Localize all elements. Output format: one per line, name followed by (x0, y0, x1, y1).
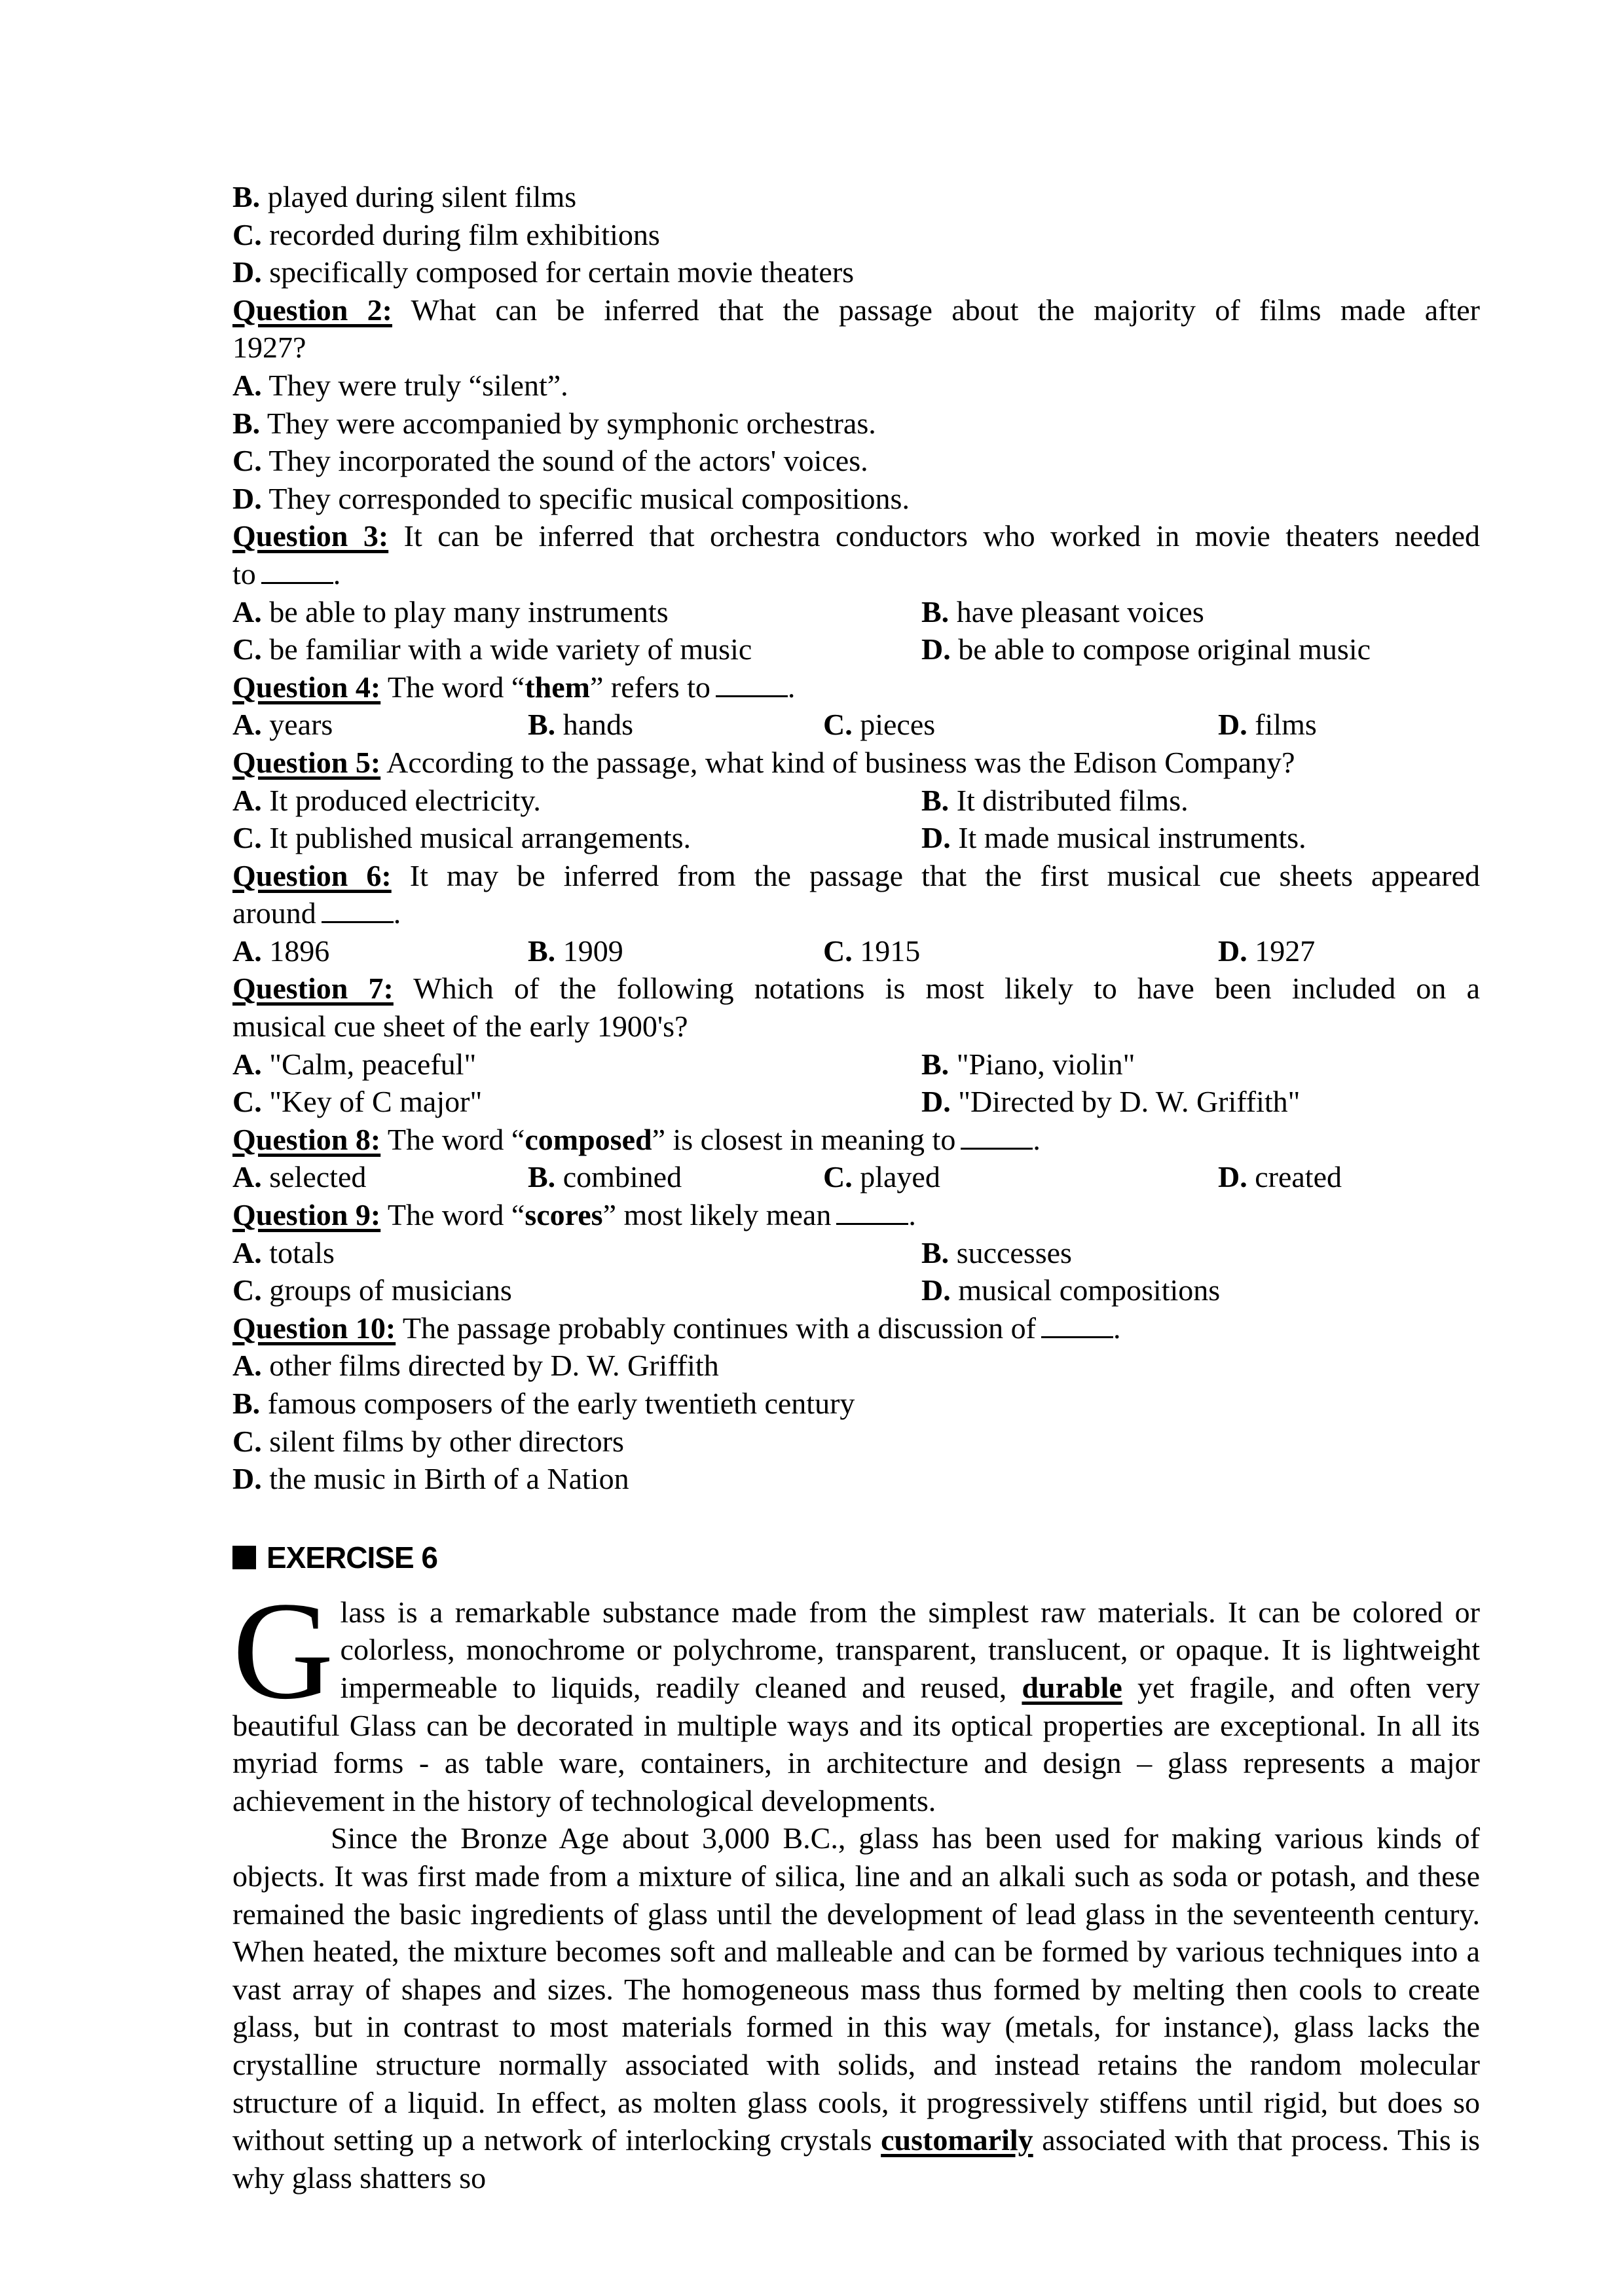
reading-passage (232, 1573, 1481, 2197)
question-label: Question 5: (232, 745, 381, 779)
question-10-stem: Question 10: The passage probably continues with a discussion of . (232, 1311, 1121, 1345)
q8-option-c: C. played (823, 1160, 940, 1194)
question-label: Question 4: (232, 670, 381, 704)
q2-option-a: A. They were truly “silent”. (232, 368, 568, 402)
q8-options-row (232, 1158, 1480, 1196)
answer-blank (261, 558, 333, 584)
q9-options-row-2 (232, 1271, 1480, 1309)
q10-option-b: B. famous composers of the early twentieth century (232, 1387, 855, 1420)
q9-option-d: D. musical compositions (921, 1273, 1221, 1307)
question-6-stem-cont: around . (232, 896, 401, 930)
question-label: Question 2: (232, 293, 392, 327)
q3-options-row-1 (232, 593, 1480, 631)
q3-option-c: C. be familiar with a wide variety of music (232, 632, 752, 666)
q1-option-b: B. played during silent films (232, 180, 577, 213)
q4-option-a: A. years (232, 708, 333, 742)
question-2-stem-cont: 1927? (232, 331, 306, 365)
q4-option-b: B. hands (528, 708, 634, 742)
keyword: scores (525, 1198, 603, 1232)
q1-option-d: D. specifically composed for certain movie theaters (232, 255, 855, 289)
q2-option-c: C. They incorporated the sound of the actors' voices. (232, 444, 868, 478)
q8-option-b: B. combined (528, 1160, 682, 1194)
q10-option-a: A. other films directed by D. W. Griffith (232, 1349, 719, 1383)
passage-paragraph-2: Since the Bronze Age about 3,000 B.C., glass has been used for making various kinds of objects. It was first made from a mixture of silica, line and an alkali such as soda or potash, and these remained the basic ingredients of glass until the development of lead glass in the seventeenth century. When heated, the mixture becomes soft and malleable and can be formed by various techniques into a vast array of shapes and sizes. The homogeneous mass thus formed by melting then cools to create glass, but in contrast to most materials formed in this way (metals, for instance), glass lacks the crystalline structure normally associated with solids, and instead retains the random molecular structure of a liquid. In effect, as molten glass cools, it progressively stiffens until rigid, but does so without setting up a network of interlocking crystals customarily associated with that process. This is why glass shatters so (232, 1821, 1481, 2195)
q10-option-d: D. the music in Birth of a Nation (232, 1462, 629, 1496)
q8-option-d: D. created (1218, 1160, 1342, 1194)
q5-option-c: C. It published musical arrangements. (232, 821, 692, 855)
question-3-stem: Question 3: It can be inferred that orchestra conductors who worked in movie theaters needed (232, 519, 1481, 553)
question-7-stem: Question 7: Which of the following notations is most likely to have been included on a (232, 972, 1480, 1006)
answer-blank (716, 672, 788, 697)
q4-option-d: D. films (1218, 708, 1317, 742)
q7-options-row-1 (232, 1046, 1480, 1084)
q6-option-a: A. 1896 (232, 934, 330, 968)
q5-option-b: B. It distributed films. (921, 783, 1189, 817)
question-3-stem-cont: to . (232, 556, 341, 591)
q7-options-row-2 (232, 1083, 1480, 1121)
question-9-stem: Question 9: The word “scores” most likely mean . (232, 1198, 916, 1232)
question-5-stem: Question 5: According to the passage, what kind of business was the Edison Company? (232, 745, 1295, 779)
q1-option-c: C. recorded during film exhibitions (232, 217, 660, 251)
q5-options-row-2 (232, 819, 1480, 857)
q9-option-a: A. totals (232, 1235, 335, 1269)
question-label: Question 10: (232, 1311, 396, 1345)
keyword: them (525, 670, 590, 704)
q3-options-row-2 (232, 630, 1480, 668)
q6-option-c: C. 1915 (823, 934, 921, 968)
answer-blank (1041, 1313, 1113, 1338)
keyword-durable: durable (1022, 1670, 1122, 1704)
question-label: Question 3: (232, 519, 389, 553)
q6-option-b: B. 1909 (528, 934, 623, 968)
keyword-customarily: customarily (881, 2123, 1033, 2157)
q10-option-c: C. silent films by other directors (232, 1424, 624, 1458)
question-7-stem-cont: musical cue sheet of the early 1900's? (232, 1010, 688, 1044)
answer-blank (961, 1124, 1033, 1150)
q5-options-row-1 (232, 782, 1480, 820)
answer-blank (322, 898, 394, 923)
question-label: Question 9: (232, 1198, 381, 1232)
q7-option-a: A. "Calm, peaceful" (232, 1047, 477, 1081)
q2-option-d: D. They corresponded to specific musical compositions. (232, 481, 910, 515)
q2-option-b: B. They were accompanied by symphonic orchestras. (232, 406, 876, 440)
q3-option-a: A. be able to play many instruments (232, 594, 669, 629)
drop-cap: G (232, 1573, 334, 1728)
q6-options-row (232, 932, 1480, 970)
q5-option-a: A. It produced electricity. (232, 783, 541, 817)
answer-blank (836, 1199, 908, 1225)
q3-option-d: D. be able to compose original music (921, 632, 1371, 666)
q7-option-b: B. "Piano, violin" (921, 1047, 1135, 1081)
question-6-stem: Question 6: It may be inferred from the passage that the first musical cue sheets appeared (232, 858, 1480, 892)
q7-option-d: D. "Directed by D. W. Griffith" (921, 1085, 1301, 1119)
q9-options-row-1 (232, 1234, 1480, 1272)
question-label: Question 6: (232, 858, 392, 892)
q4-option-c: C. pieces (823, 708, 936, 742)
q9-option-b: B. successes (921, 1235, 1072, 1269)
q4-options-row (232, 706, 1480, 744)
exercise-heading: EXERCISE 6 (232, 1535, 1480, 1580)
q6-option-d: D. 1927 (1218, 934, 1316, 968)
q7-option-c: C. "Key of C major" (232, 1085, 483, 1119)
document-page (232, 178, 1480, 2196)
q8-option-a: A. selected (232, 1160, 367, 1194)
question-label: Question 7: (232, 972, 394, 1006)
question-4-stem: Question 4: The word “them” refers to . (232, 670, 796, 704)
keyword: composed (525, 1122, 652, 1156)
passage-paragraph-1: Glass is a remarkable substance made from the simplest raw materials. It can be colored or colorless, monochrome or polychrome, transparent, translucent, or opaque. It is lightweight impermeable to liquids, readily cleaned and reused, durable yet fragile, and often very beautiful Glass can be decorated in multiple ways and its optical properties are exceptional. In all its myriad forms - as table ware, containers, in architecture and design – glass represents a major achievement in the history of technological developments. (232, 1573, 1481, 1817)
question-label: Question 8: (232, 1122, 381, 1156)
q3-option-b: B. have pleasant voices (921, 594, 1204, 629)
question-8-stem: Question 8: The word “composed” is closest in meaning to . (232, 1122, 1041, 1156)
black-square-bullet-icon (232, 1546, 256, 1569)
question-2-stem: Question 2: What can be inferred that the passage about the majority of films made after (232, 293, 1480, 327)
q9-option-c: C. groups of musicians (232, 1273, 512, 1307)
q5-option-d: D. It made musical instruments. (921, 821, 1306, 855)
